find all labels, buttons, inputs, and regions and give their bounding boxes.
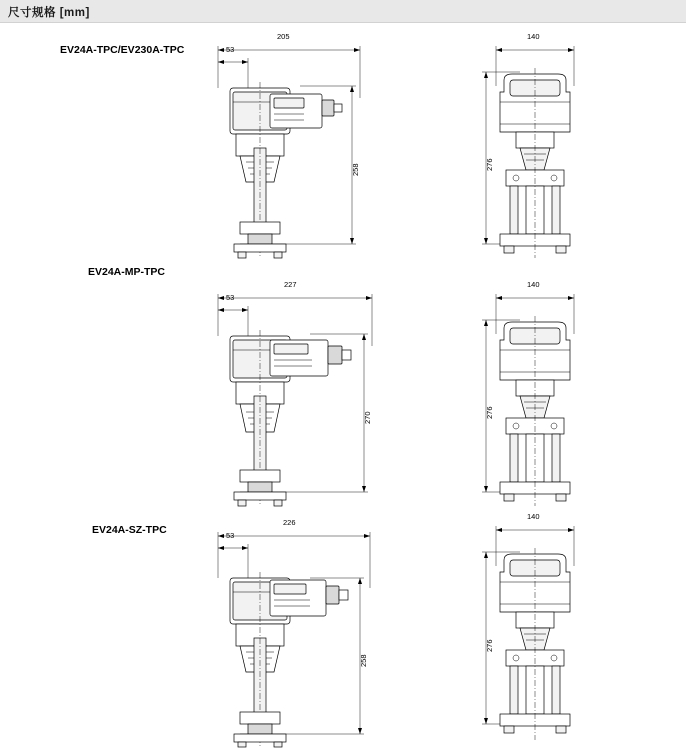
dim-height-2: 270 <box>363 411 372 424</box>
dim-front-height-1: 276 <box>485 158 494 171</box>
dim-offset-2: 53 <box>226 293 235 302</box>
model-label-3: EV24A-SZ-TPC <box>92 524 167 536</box>
dim-front-width-2: 140 <box>527 280 540 289</box>
drawing-section1-front <box>470 32 630 266</box>
drawing-section2-front <box>470 280 630 514</box>
model-label-1: EV24A-TPC/EV230A-TPC <box>60 44 185 56</box>
drawing-section3-front <box>470 510 630 746</box>
header-bar <box>0 0 686 23</box>
page-title: 尺寸规格 [mm] <box>8 7 90 19</box>
dim-height-3: 258 <box>359 654 368 667</box>
drawing-section1-side <box>200 32 390 266</box>
drawing-section2-side <box>200 280 400 514</box>
dim-width-3: 226 <box>283 518 296 527</box>
dim-width-2: 227 <box>284 280 297 289</box>
dim-offset-1: 53 <box>226 45 235 54</box>
dim-front-width-3: 140 <box>527 512 540 521</box>
model-label-2: EV24A-MP-TPC <box>88 266 166 278</box>
dim-offset-3: 53 <box>226 531 235 540</box>
dim-front-width-1: 140 <box>527 32 540 41</box>
dim-height-1: 258 <box>351 163 360 176</box>
dim-width-1: 205 <box>277 32 290 41</box>
dim-front-height-2: 276 <box>485 406 494 419</box>
drawing-section3-side <box>200 518 400 748</box>
dim-front-height-3: 276 <box>485 639 494 652</box>
